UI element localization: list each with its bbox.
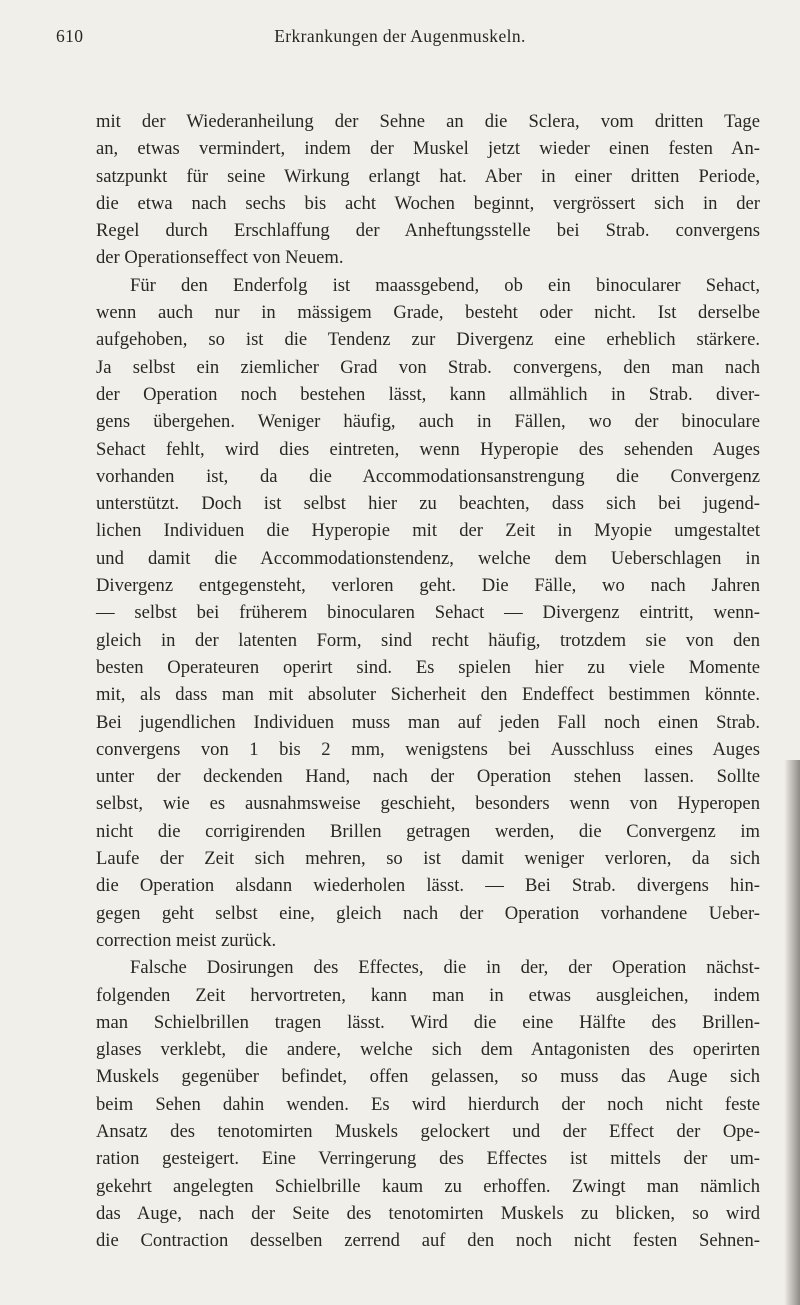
text-line: ration gesteigert. Eine Verringerung des Effectes ist mittels der um- — [96, 1148, 760, 1170]
text-line: Bei jugendlichen Individuen muss man auf jeden Fall noch einen Strab. — [96, 711, 760, 733]
text-line: die etwa nach sechs bis acht Wochen beginnt, vergrössert sich in der — [96, 192, 760, 214]
text-line: lichen Individuen die Hyperopie mit der Zeit in Myopie umgestaltet — [96, 520, 760, 542]
text-line: correction meist zurück. — [96, 929, 277, 951]
body-text — [96, 108, 760, 1254]
text-line: man Schielbrillen tragen lässt. Wird die eine Hälfte des Brillen- — [96, 1011, 760, 1033]
text-line: — selbst bei früherem binocularen Sehact — Divergenz eintritt, wenn- — [96, 602, 760, 624]
text-line: aufgehoben, so ist die Tendenz zur Divergenz eine erheblich stärkere. — [96, 329, 760, 351]
text-line: Ja selbst ein ziemlicher Grad von Strab. convergens, den man nach — [96, 356, 760, 378]
text-line: gens übergehen. Weniger häufig, auch in Fällen, wo der binoculare — [96, 411, 760, 433]
running-head — [56, 26, 744, 52]
text-line: unter der deckenden Hand, nach der Operation stehen lassen. Sollte — [96, 766, 760, 788]
text-line: mit der Wiederanheilung der Sehne an die Sclera, vom dritten Tage — [96, 111, 760, 132]
text-line: selbst, wie es ausnahmsweise geschieht, besonders wenn von Hyperopen — [96, 793, 760, 815]
text-line: das Auge, nach der Seite des tenotomirten Muskels zu blicken, so wird — [96, 1202, 760, 1224]
page-number: 610 — [56, 26, 84, 46]
text-line: an, etwas vermindert, indem der Muskel jetzt wieder einen festen An- — [96, 138, 760, 160]
text-line: die Operation alsdann wiederholen lässt. — Bei Strab. divergens hin- — [96, 875, 760, 897]
text-line: vorhanden ist, da die Accommodationsanstrengung die Convergenz — [96, 465, 760, 487]
text-line: Falsche Dosirungen des Effectes, die in der, der Operation nächst- — [130, 957, 760, 979]
text-line: Ansatz des tenotomirten Muskels gelockert und der Effect der Ope- — [96, 1120, 760, 1142]
text-line: der Operation noch bestehen lässt, kann allmählich in Strab. diver- — [96, 383, 760, 405]
text-line: gleich in der latenten Form, sind recht häufig, trotzdem sie von den — [96, 629, 760, 651]
text-line: unterstützt. Doch ist selbst hier zu beachten, dass sich bei jugend- — [96, 493, 760, 515]
text-line: glases verklebt, die andere, welche sich dem Antagonisten des operirten — [96, 1039, 760, 1061]
running-title: Erkrankungen der Augenmuskeln. — [274, 26, 526, 46]
text-line: folgenden Zeit hervortreten, kann man in etwas ausgleichen, indem — [96, 984, 760, 1006]
text-line: satzpunkt für seine Wirkung erlangt hat. Aber in einer dritten Periode, — [96, 165, 760, 187]
text-line: Für den Enderfolg ist maassgebend, ob ein binocularer Sehact, — [130, 274, 760, 296]
text-line: mit, als dass man mit absoluter Sicherheit den Endeffect bestimmen könnte. — [96, 684, 760, 706]
text-line: Muskels gegenüber befindet, offen gelassen, so muss das Auge sich — [96, 1066, 760, 1088]
text-line: gegen geht selbst eine, gleich nach der Operation vorhandene Ueber- — [96, 902, 760, 924]
text-line: convergens von 1 bis 2 mm, wenigstens bei Ausschluss eines Auges — [96, 738, 760, 760]
text-line: nicht die corrigirenden Brillen getragen werden, die Convergenz im — [96, 820, 760, 842]
text-line: und damit die Accommodationstendenz, welche dem Ueberschlagen in — [96, 547, 760, 569]
text-line: wenn auch nur in mässigem Grade, besteht oder nicht. Ist derselbe — [96, 302, 760, 324]
text-line: beim Sehen dahin wenden. Es wird hierdurch der noch nicht feste — [96, 1093, 760, 1115]
text-line: Divergenz entgegensteht, verloren geht. Die Fälle, wo nach Jahren — [96, 575, 760, 597]
text-line: Laufe der Zeit sich mehren, so ist damit weniger verloren, da sich — [96, 848, 760, 870]
page-edge-shadow — [784, 760, 800, 1305]
text-line: der Operationseffect von Neuem. — [96, 247, 344, 269]
text-line: die Contraction desselben zerrend auf den noch nicht festen Sehnen- — [96, 1230, 760, 1252]
text-line: besten Operateuren operirt sind. Es spielen hier zu viele Momente — [96, 656, 760, 678]
text-line: gekehrt angelegten Schielbrille kaum zu erhoffen. Zwingt man nämlich — [96, 1175, 760, 1197]
text-line: Sehact fehlt, wird dies eintreten, wenn Hyperopie des sehenden Auges — [96, 438, 760, 460]
text-line: Regel durch Erschlaffung der Anheftungsstelle bei Strab. convergens — [96, 220, 760, 242]
